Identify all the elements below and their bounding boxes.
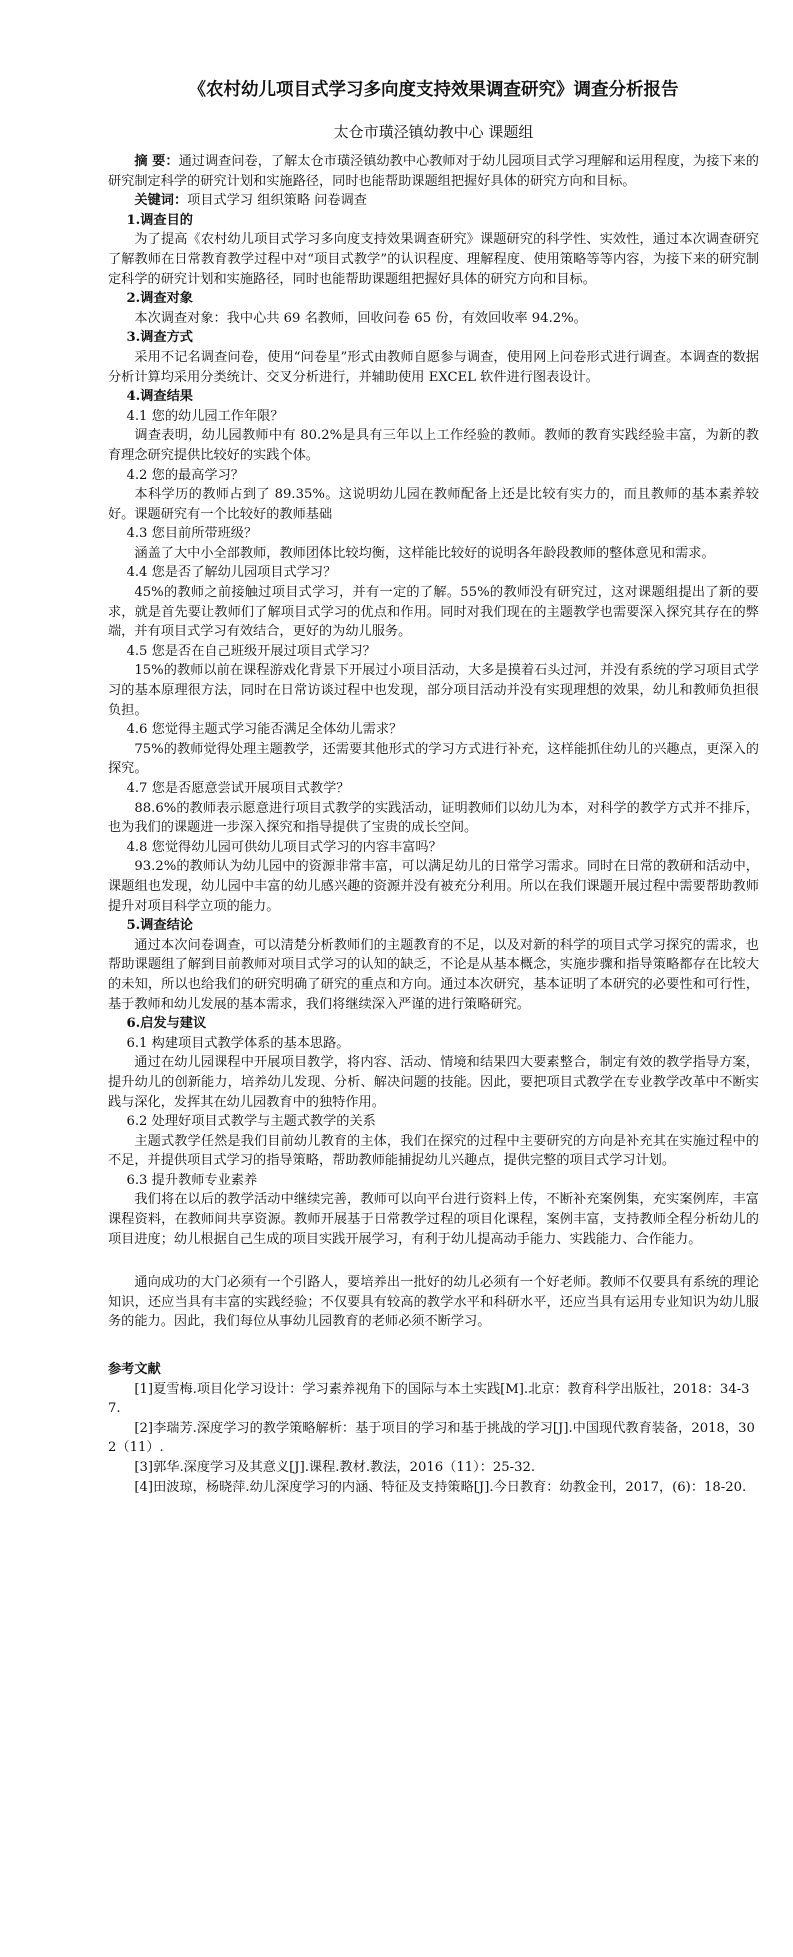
section-heading: 2.调查对象 — [126, 291, 193, 307]
question-item: 4.5 您是否在自己班级开展过项目式学习？ — [126, 643, 376, 659]
question-item: 4.2 您的最高学习？ — [126, 467, 244, 483]
section-heading: 3.调查方式 — [126, 330, 193, 346]
abstract-label: 摘 要： — [134, 154, 179, 169]
section-paragraph: 采用不记名调查问卷，使用“问卷星”形式由教师自愿参与调查，使用网上问卷形式进行调查。本调查的数据分析计算均采用分类统计、交叉分析进行，并辅助使用 EXCEL 软件进行图表设计。 — [108, 349, 759, 385]
suggestions-heading: 6.启发与建议 — [126, 1016, 207, 1032]
question-item: 4.4 您是否了解幼儿园项目式学习？ — [126, 565, 337, 581]
reference-item: [3]郭华.深度学习及其意义[J].课程.教材.教法，2016（11）：25-32. — [134, 1460, 536, 1475]
results-heading: 4.调查结果 — [126, 389, 193, 405]
question-item: 4.8 您觉得幼儿园可供幼儿项目式学习的内容丰富吗？ — [126, 839, 442, 855]
suggestion-item: 6.1 构建项目式教学体系的基本思路。 — [126, 1035, 350, 1051]
answer-paragraph: 15%的教师以前在课程游戏化背景下开展过小项目活动，大多是摸着石头过河，并没有系统的学习项目式学习的基本原理很方法，同时在日常访谈过程中也发现，部分项目活动并没有实现理想的效果，幼儿和教师负担很负担。 — [108, 663, 759, 718]
closing-paragraph: 通向成功的大门必须有一个引路人，要培养出一批好的幼儿必须有一个好老师。教师不仅要具有系统的理论知识，还应当具有丰富的实践经验；不仅要具有较高的教学水平和科研水平，还应当具有运用专业知识为幼儿服务的能力。因此，我们每位从事幼儿园教育的老师必须不断学习。 — [108, 1275, 759, 1330]
conclusion-heading: 5.调查结论 — [126, 918, 193, 934]
reference-item: [4]田波琼，杨晓萍.幼儿深度学习的内涵、特征及支持策略[J].今日教育：幼教金刊，2017，(6)：18-20. — [134, 1479, 747, 1495]
question-item: 4.3 您目前所带班级？ — [126, 526, 258, 542]
conclusion-paragraph: 通过本次问卷调查，可以清楚分析教师们的主题教育的不足，以及对新的科学的项目式学习探究的需求，也帮助课题组了解到目前教师对项目式学习的认知的缺乏，不论是从基本概念，实施步骤和指导策略都存在比较大的未知，所以也给我们的研究明确了研究的重点和方向。通过本次研究，基本证明了本研究的必要性和可行性，基于教师和幼儿发展的基本需求，我们将继续深入严谨的进行策略研究。 — [108, 937, 759, 1012]
suggestion-paragraph: 通过在幼儿园课程中开展项目教学，将内容、活动、情境和结果四大要素整合，制定有效的教学指导方案，提升幼儿的创新能力，培养幼儿发现、分析、解决问题的技能。因此，要把项目式教学在专业教学改革中不断实践与深化，发挥其在幼儿园教育中的独特作用。 — [108, 1055, 759, 1110]
suggestion-item: 6.2 处理好项目式教学与主题式教学的关系 — [126, 1114, 376, 1130]
answer-paragraph: 75%的教师觉得处理主题教学，还需要其他形式的学习方式进行补充，这样能抓住幼儿的兴趣点，更深入的探究。 — [108, 741, 759, 777]
report-author: 太仓市璜泾镇幼教中心 课题组 — [333, 123, 534, 141]
answer-paragraph: 调查表明，幼儿园教师中有 80.2%是具有三年以上工作经验的教师。教师的教育实践经验丰富，为新的教育理念研究提供比较好的实践个体。 — [108, 428, 759, 463]
references-heading: 参考文献 — [108, 1362, 161, 1378]
report-title: 《农村幼儿项目式学习多向度支持效果调查研究》调查分析报告 — [188, 80, 679, 100]
keywords — [108, 191, 759, 211]
spacer — [108, 1332, 759, 1360]
reference-item: [1]夏雪梅.项目化学习设计：学习素养视角下的国际与本土实践[M].北京：教育科学出版社，2018：34-37. — [108, 1381, 750, 1417]
answer-paragraph: 93.2%的教师认为幼儿园中的资源非常丰富，可以满足幼儿的日常学习需求。同时在日常的教研和活动中，课题组也发现，幼儿园中丰富的幼儿感兴趣的资源并没有被充分利用。所以在我们课题开展过程中需要帮助教师提升对项目科学立项的能力。 — [108, 859, 759, 914]
section-heading: 1.调查目的 — [126, 212, 193, 228]
question-item: 4.7 您是否愿意尝试开展项目式教学？ — [126, 781, 350, 796]
suggestion-paragraph: 我们将在以后的教学活动中继续完善，教师可以向平台进行资料上传，不断补充案例集，充实案例库，丰富课程资料，在教师间共享资源。教师开展基于日常教学过程的项目化课程，案例丰富，支持教师全程分析幼儿的项目进度；幼儿根据自己生成的项目实践开展学习，有利于幼儿提高动手能力、实践能力、合作能力。 — [108, 1192, 759, 1247]
reference-item: [2]李瑞芳.深度学习的教学策略解析：基于项目的学习和基于挑战的学习[J].中国现代教育装备，2018，302（11）. — [108, 1420, 755, 1456]
answer-paragraph: 涵盖了大中小全部教师，教师团体比较均衡，这样能比较好的说明各年龄段教师的整体意见和需求。 — [134, 545, 715, 561]
question-item: 4.1 您的幼儿园工作年限？ — [126, 408, 284, 424]
spacer — [108, 1249, 759, 1273]
keywords-text: 项目式学习 组织策略 问卷调查 — [187, 193, 367, 209]
suggestion-item: 6.3 提升教师专业素养 — [126, 1172, 258, 1188]
suggestion-paragraph: 主题式教学任然是我们目前幼儿教育的主体，我们在探究的过程中主要研究的方向是补充其在实施过程中的不足，并提供项目式学习的指导策略，帮助教师能捕捉幼儿兴趣点，提供完整的项目式学习计划。 — [108, 1133, 759, 1169]
abstract-text: 通过调查问卷，了解太仓市璜泾镇幼教中心教师对于幼儿园项目式学习理解和运用程度，为接下来的研究制定科学的研究计划和实施路径，同时也能帮助课题组把握好具体的研究方向和目标。 — [108, 154, 759, 189]
answer-paragraph: 88.6%的教师表示愿意进行项目式教学的实践活动，证明教师们以幼儿为本，对科学的教学方式并不排斥，也为我们的课题进一步深入探究和指导提供了宝贵的成长空间。 — [108, 800, 759, 836]
abstract — [108, 152, 759, 191]
section-paragraph: 本次调查对象：我中心共 69 名教师，回收问卷 65 份，有效回收率 94.2%。 — [134, 310, 587, 326]
section-paragraph: 为了提高《农村幼儿项目式学习多向度支持效果调查研究》课题研究的科学性、实效性，通过本次调查研究了解教师在日常教育教学过程中对“项目式教学”的认识程度、理解程度、使用策略等等内容，为接下来的研究制定科学的研究计划和实施路径，同时也能帮助课题组把握好具体的研究方向和目标。 — [108, 232, 759, 287]
keywords-label: 关键词： — [134, 193, 188, 209]
answer-paragraph: 45%的教师之前接触过项目式学习，并有一定的了解。55%的教师没有研究过，这对课题组提出了新的要求，就是首先要让教师们了解项目式学习的优点和作用。同时对我们现在的主题教学也需要深入探究其存在的弊端，并有项目式学习有效结合，更好的为幼儿服务。 — [108, 585, 759, 640]
question-item: 4.6 您觉得主题式学习能否满足全体幼儿需求？ — [126, 722, 403, 738]
answer-paragraph: 本科学历的教师占到了 89.35%。这说明幼儿园在教师配备上还是比较有实力的，而且教师的基本素养较好。课题研究有一个比较好的教师基础 — [108, 487, 759, 522]
